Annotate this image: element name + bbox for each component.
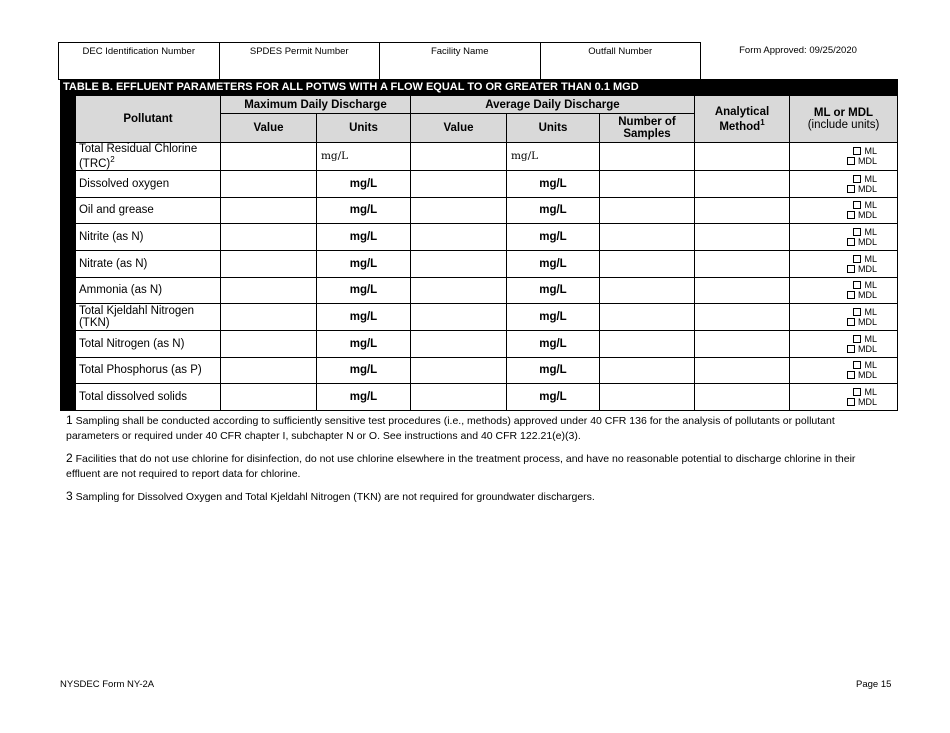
table-title: TABLE B. EFFLUENT PARAMETERS FOR ALL POTWS WITH A FLOW EQUAL TO OR GREATER THAN 0.1 MGD [60,79,898,95]
col-pollutant-header: Pollutant [75,96,220,143]
outfall-number-label: Outfall Number [588,46,653,57]
table-row [75,224,897,251]
spdes-permit-label: SPDES Permit Number [249,46,349,57]
method-cell[interactable] [695,384,790,411]
ml-mdl-cell: ML MDL [790,170,898,197]
avg-value-cell[interactable] [410,224,506,251]
pollutant-name: Total Phosphorus (as P) [75,357,220,384]
method-cell[interactable] [695,143,790,171]
avg-units-cell: mg/L [506,224,599,251]
col-mlmdl-header: ML or MDL (include units) [790,96,898,143]
footnote-2: 2 Facilities that do not use chlorine for disinfection, do not use chlorine elsewhere in the treatment process, and have no reasonable potential to discharge chlorine in their effluent are not required to report data for chlorine. [66,451,856,480]
ml-checkbox[interactable] [853,308,861,316]
avg-units-cell: mg/L [506,250,599,277]
num-samples-cell[interactable] [599,250,694,277]
table-row [75,304,897,331]
method-cell[interactable] [695,224,790,251]
max-units-cell: mg/L [316,250,410,277]
method-cell[interactable] [695,250,790,277]
ml-mdl-cell: ML MDL [790,277,898,304]
max-value-cell[interactable] [220,277,316,304]
max-value-cell[interactable] [220,224,316,251]
max-units-cell: mg/L [316,330,410,357]
avg-units-cell: mg/L [506,197,599,224]
dec-id-field[interactable] [59,43,220,79]
page-number: Page 15 [856,679,892,690]
ml-checkbox[interactable] [853,388,861,396]
avg-units-cell: mg/L [506,143,599,171]
max-units-cell: mg/L [316,384,410,411]
max-value-cell[interactable] [220,170,316,197]
dec-id-label: DEC Identification Number [82,46,195,57]
max-value-cell[interactable] [220,250,316,277]
ml-checkbox[interactable] [853,281,861,289]
pollutant-name: Oil and grease [75,197,220,224]
mdl-checkbox[interactable] [847,398,855,406]
ml-mdl-cell: ML MDL [790,330,898,357]
mdl-checkbox[interactable] [847,345,855,353]
max-value-cell[interactable] [220,197,316,224]
pollutant-name: Total Kjeldahl Nitrogen (TKN) [75,304,220,331]
num-samples-cell[interactable] [599,277,694,304]
pollutant-name: Total dissolved solids [75,384,220,411]
outfall-number-field[interactable] [541,43,701,79]
ml-checkbox[interactable] [853,147,861,155]
avg-value-cell[interactable] [410,357,506,384]
col-method-header: Analytical Method$^1$ [695,96,790,143]
footnote-3: 3 Sampling for Dissolved Oxygen and Total Kjeldahl Nitrogen (TKN) are not required for groundwater dischargers. [66,489,595,503]
max-value-cell[interactable] [220,384,316,411]
num-samples-cell[interactable] [599,170,694,197]
mdl-checkbox[interactable] [847,211,855,219]
num-samples-cell[interactable] [599,143,694,171]
avg-value-cell[interactable] [410,250,506,277]
ml-mdl-cell: ML MDL [790,357,898,384]
facility-name-field[interactable] [380,43,541,79]
max-units-cell: mg/L [316,197,410,224]
max-units-cell: mg/L [316,143,410,171]
col-avg-value-header: Value [410,114,506,143]
num-samples-cell[interactable] [599,304,694,331]
max-value-cell[interactable] [220,357,316,384]
max-value-cell[interactable] [220,304,316,331]
facility-name-label: Facility Name [430,46,489,57]
pollutant-name: Ammonia (as N) [75,277,220,304]
group-avg-header: Average Daily Discharge [410,96,694,114]
avg-units-cell: mg/L [506,277,599,304]
num-samples-cell[interactable] [599,330,694,357]
ml-mdl-cell: ML MDL [790,384,898,411]
ml-mdl-cell: ML MDL [790,197,898,224]
avg-value-cell[interactable] [410,330,506,357]
max-units-cell: mg/L [316,170,410,197]
avg-units-cell: mg/L [506,384,599,411]
effluent-table [60,79,898,411]
table-left-bar [60,95,75,411]
mdl-checkbox[interactable] [847,238,855,246]
mdl-checkbox[interactable] [847,157,855,165]
form-approved-date: Form Approved: 09/25/2020 [739,45,857,56]
max-units-cell: mg/L [316,277,410,304]
max-value-cell[interactable] [220,143,316,171]
ml-checkbox[interactable] [853,228,861,236]
method-cell[interactable] [695,197,790,224]
max-units-cell: mg/L [316,304,410,331]
ml-mdl-cell: ML MDL [790,250,898,277]
avg-units-cell: mg/L [506,357,599,384]
pollutant-name: Nitrate (as N) [75,250,220,277]
num-samples-cell[interactable] [599,357,694,384]
mdl-checkbox[interactable] [847,265,855,273]
ml-mdl-cell: ML MDL [790,304,898,331]
group-max-header: Maximum Daily Discharge [220,96,410,114]
num-samples-cell[interactable] [599,384,694,411]
method-cell[interactable] [695,170,790,197]
method-cell[interactable] [695,277,790,304]
ml-checkbox[interactable] [853,361,861,369]
avg-value-cell[interactable] [410,143,506,171]
table-row [75,330,897,357]
table-row [75,277,897,304]
col-max-value-header: Value [220,114,316,143]
ml-checkbox[interactable] [853,335,861,343]
avg-value-cell[interactable] [410,197,506,224]
method-cell[interactable] [695,357,790,384]
pollutant-name: Dissolved oxygen [75,170,220,197]
avg-value-cell[interactable] [410,384,506,411]
spdes-permit-field[interactable] [220,43,381,79]
ml-checkbox[interactable] [853,255,861,263]
max-units-cell: mg/L [316,357,410,384]
avg-value-cell[interactable] [410,304,506,331]
table-row [75,250,897,277]
ml-checkbox[interactable] [853,201,861,209]
avg-value-cell[interactable] [410,170,506,197]
form-name: NYSDEC Form NY-2A [60,679,155,690]
table-row [75,170,897,197]
avg-units-cell: mg/L [506,330,599,357]
num-samples-cell[interactable] [599,197,694,224]
footnote-1: 1 Sampling shall be conducted according to sufficiently sensitive test procedures (i.e., methods) approved under 40 CFR 136 for the analysis of pollutants or pollutant parameters or required under 40 CFR chapter I, subchapter N or O. See instructions and 40 CFR 122.21(e)(3). [66,413,835,442]
col-num-samples-header: Number of Samples [599,114,694,143]
avg-units-cell: mg/L [506,304,599,331]
ml-mdl-cell: ML MDL [790,224,898,251]
col-avg-units-header: Units [506,114,599,143]
pollutant-name: Total Nitrogen (as N) [75,330,220,357]
pollutant-name: Nitrite (as N) [75,224,220,251]
mdl-checkbox[interactable] [847,318,855,326]
method-cell[interactable] [695,304,790,331]
table-row [75,384,897,411]
ml-checkbox[interactable] [853,175,861,183]
table-row [75,197,897,224]
avg-value-cell[interactable] [410,277,506,304]
max-units-cell: mg/L [316,224,410,251]
method-cell[interactable] [695,330,790,357]
mdl-checkbox[interactable] [847,291,855,299]
mdl-checkbox[interactable] [847,185,855,193]
max-value-cell[interactable] [220,330,316,357]
num-samples-cell[interactable] [599,224,694,251]
mdl-checkbox[interactable] [847,371,855,379]
ml-mdl-cell: ML MDL [790,143,898,171]
table-row [75,143,897,171]
avg-units-cell: mg/L [506,170,599,197]
table-row [75,357,897,384]
pollutant-name: Total Residual Chlorine (TRC)$^2$ [75,143,220,171]
header-fields [58,42,701,80]
col-max-units-header: Units [316,114,410,143]
